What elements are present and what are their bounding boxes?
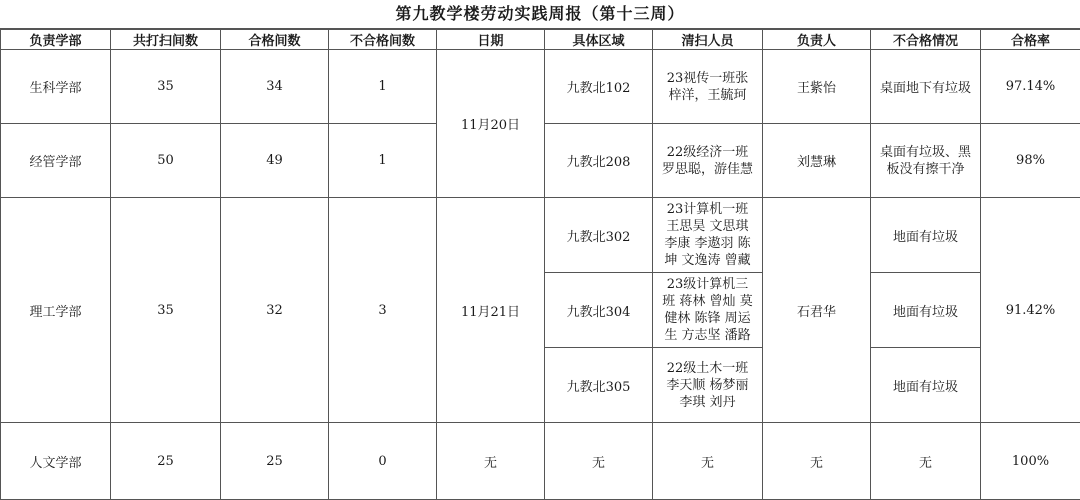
- rate-cell: 91.42%: [981, 198, 1080, 423]
- total-cell: 35: [111, 50, 221, 124]
- pass-cell: 25: [221, 423, 329, 500]
- table-row: [1, 423, 1080, 500]
- rate-cell: 97.14%: [981, 50, 1080, 124]
- total-cell: 35: [111, 198, 221, 423]
- cleaners-cell: 22级经济一班罗思聪，游佳慧: [653, 124, 763, 198]
- cleaners-cell: 23级计算机三班 蒋林 曾灿 莫健林 陈锋 周运生 方志坚 潘路: [653, 273, 763, 348]
- header-fail: 不合格间数: [329, 30, 437, 50]
- table-row: [1, 50, 1080, 124]
- header-row: [1, 30, 1080, 50]
- table-row: [1, 198, 1080, 273]
- area-cell: 九教北302: [545, 198, 653, 273]
- header-date: 日期: [437, 30, 545, 50]
- area-cell: 九教北305: [545, 348, 653, 423]
- header-total: 共打扫间数: [111, 30, 221, 50]
- pass-cell: 34: [221, 50, 329, 124]
- dept-cell: 理工学部: [1, 198, 111, 423]
- dept-cell: 经管学部: [1, 124, 111, 198]
- fail-cell: 1: [329, 124, 437, 198]
- issue-cell: 地面有垃圾: [871, 348, 981, 423]
- date-cell: 11月21日: [437, 198, 545, 423]
- total-cell: 25: [111, 423, 221, 500]
- issue-cell: 地面有垃圾: [871, 198, 981, 273]
- dept-cell: 生科学部: [1, 50, 111, 124]
- area-cell: 无: [545, 423, 653, 500]
- leader-cell: 刘慧琳: [763, 124, 871, 198]
- cleaners-cell: 23视传一班张梓洋，王毓珂: [653, 50, 763, 124]
- header-area: 具体区域: [545, 30, 653, 50]
- dept-cell: 人文学部: [1, 423, 111, 500]
- header-dept: 负责学部: [1, 30, 111, 50]
- cleaners-cell: 无: [653, 423, 763, 500]
- fail-cell: 1: [329, 50, 437, 124]
- leader-cell: 无: [763, 423, 871, 500]
- total-cell: 50: [111, 124, 221, 198]
- report-table: [0, 29, 1080, 500]
- cleaners-cell: 23计算机一班 王思昊 文思琪 李康 李遨羽 陈坤 文逸涛 曾藏: [653, 198, 763, 273]
- header-pass: 合格间数: [221, 30, 329, 50]
- cleaners-cell: 22级土木一班 李天顺 杨梦丽 李琪 刘丹: [653, 348, 763, 423]
- pass-cell: 49: [221, 124, 329, 198]
- area-cell: 九教北304: [545, 273, 653, 348]
- fail-cell: 0: [329, 423, 437, 500]
- header-leader: 负责人: [763, 30, 871, 50]
- issue-cell: 地面有垃圾: [871, 273, 981, 348]
- leader-cell: 石君华: [763, 198, 871, 423]
- rate-cell: 100%: [981, 423, 1080, 500]
- report-title: 第九教学楼劳动实践周报（第十三周）: [0, 0, 1080, 29]
- issue-cell: 桌面有垃圾、黑板没有擦干净: [871, 124, 981, 198]
- pass-cell: 32: [221, 198, 329, 423]
- date-cell: 无: [437, 423, 545, 500]
- header-rate: 合格率: [981, 30, 1080, 50]
- area-cell: 九教北208: [545, 124, 653, 198]
- header-cleaners: 清扫人员: [653, 30, 763, 50]
- area-cell: 九教北102: [545, 50, 653, 124]
- issue-cell: 无: [871, 423, 981, 500]
- date-cell: 11月20日: [437, 50, 545, 198]
- leader-cell: 王紫怡: [763, 50, 871, 124]
- header-issue: 不合格情况: [871, 30, 981, 50]
- issue-cell: 桌面地下有垃圾: [871, 50, 981, 124]
- rate-cell: 98%: [981, 124, 1080, 198]
- fail-cell: 3: [329, 198, 437, 423]
